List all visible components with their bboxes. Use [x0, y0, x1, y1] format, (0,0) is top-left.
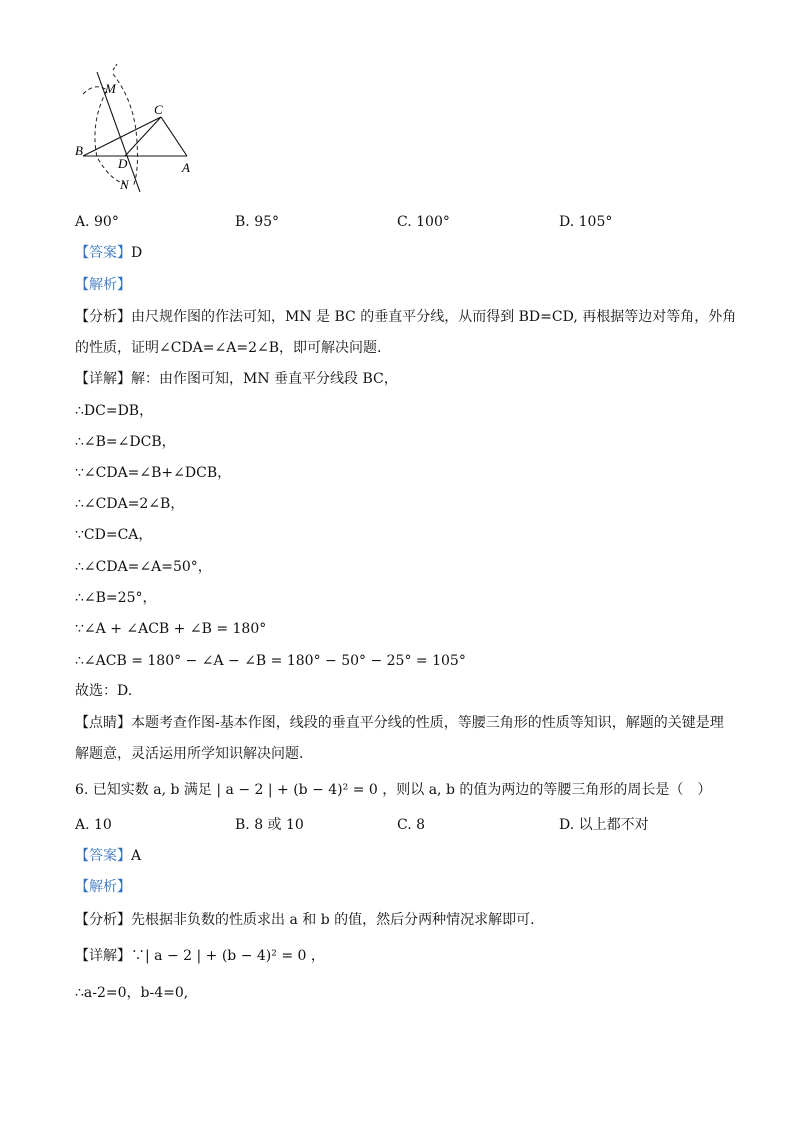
option-letter: D. [559, 817, 575, 833]
q6-option-b [235, 815, 304, 835]
q5-answer [75, 243, 734, 263]
option-letter: C. [397, 214, 412, 230]
option-value: 8 [416, 817, 426, 833]
dianjing-text: 本题考查作图-基本作图，线段的垂直平分线的性质，等腰三角形的性质等知识，解题的关键是理 [131, 715, 724, 731]
option-value: 10 [94, 817, 112, 833]
answer-value: A [131, 848, 142, 864]
side-bc [83, 117, 161, 156]
q5-dianjing-line1 [75, 713, 734, 733]
xiangjie-tag: 【详解】 [75, 948, 131, 964]
q5-step-1: ∴DC=DB， [75, 403, 154, 419]
option-letter: B. [235, 214, 250, 230]
dianjing-tag: 【点睛】 [75, 715, 131, 731]
xiangjie-tag: 【详解】 [75, 371, 131, 387]
q6-option-a [75, 815, 112, 835]
fenxi-tag: 【分析】 [75, 309, 131, 325]
label-m: M [105, 81, 116, 96]
q5-step-6: ∴∠CDA=∠A=50°， [75, 559, 212, 575]
option-value: 95° [254, 214, 280, 230]
q6-fenxi [75, 910, 734, 930]
q6-option-d [559, 815, 649, 835]
fenxi-tag: 【分析】 [75, 912, 131, 928]
label-a: A [182, 160, 190, 175]
xiangjie-text: 解：由作图可知，MN 垂直平分线段 BC， [131, 371, 398, 387]
option-letter: A. [75, 214, 90, 230]
option-letter: D. [559, 214, 575, 230]
segment-cd [125, 117, 161, 156]
option-letter: B. [235, 817, 250, 833]
label-c: C [154, 102, 163, 117]
q5-fenxi-line1 [75, 307, 737, 327]
option-value: 90° [94, 214, 119, 230]
q5-step-9: ∴∠ACB = 180° − ∠A − ∠B = 180° − 50° − 25° = 105° [75, 653, 466, 669]
answer-value: D [131, 245, 143, 261]
q5-step-10: 故选：D. [75, 683, 133, 699]
fenxi-text: 由尺规作图的作法可知，MN 是 BC 的垂直平分线，从而得到 BD=CD, 再根据等边对等角，外角 [131, 309, 737, 325]
q5-xiangjie [75, 369, 734, 389]
q5-step-5: ∵CD=CA， [75, 527, 153, 543]
q5-option-d [559, 212, 612, 232]
label-d: D [118, 156, 128, 171]
q5-option-a [75, 212, 119, 232]
option-letter: A. [75, 817, 90, 833]
q6-answer [75, 846, 734, 866]
q5-step-7: ∴∠B=25°， [75, 590, 157, 606]
option-value: 以上都不对 [578, 817, 649, 833]
option-letter: C. [397, 817, 412, 833]
option-value: 8 或 10 [254, 817, 304, 833]
q5-step-4: ∴∠CDA=2∠B， [75, 496, 185, 512]
fenxi-text: 先根据非负数的性质求出 a 和 b 的值，然后分两种情况求解即可. [131, 912, 535, 928]
label-n: N [120, 177, 129, 192]
q5-option-c [397, 212, 450, 232]
q6-xiangjie [75, 946, 734, 966]
side-ca [161, 117, 187, 156]
answer-tag: 【答案】 [75, 848, 131, 864]
line-mn-ext [113, 64, 117, 70]
q5-option-b [235, 212, 279, 232]
label-b: B [75, 143, 83, 158]
answer-tag: 【答案】 [75, 245, 131, 261]
q5-fenxi-line2: 的性质，证明∠CDA=∠A=2∠B，即可解决问题. [75, 340, 382, 356]
q6-question: 6. 已知实数 a, b 满足 | a − 2 | + (b − 4)² = 0 ，则以 a, b 的值为两边的等腰三角形的周长是（ ） [75, 782, 712, 798]
line-mn [97, 72, 140, 192]
xiangjie-text: ∵| a − 2 | + (b − 4)² = 0 ， [131, 948, 325, 964]
q6-step-1: ∴a-2=0，b-4=0, [75, 985, 189, 1001]
q5-analysis-tag: 【解析】 [75, 277, 131, 293]
q6-analysis-tag: 【解析】 [75, 879, 131, 895]
q5-dianjing-line2: 解题意，灵活运用所学知识解决问题. [75, 746, 304, 762]
option-value: 100° [416, 214, 450, 230]
geometry-figure [75, 62, 205, 197]
q6-option-c [397, 815, 425, 835]
q5-step-3: ∵∠CDA=∠B+∠DCB， [75, 465, 232, 481]
q5-step-8: ∵∠A + ∠ACB + ∠B = 180° [75, 621, 267, 637]
option-value: 105° [578, 214, 613, 230]
q5-step-2: ∴∠B=∠DCB， [75, 434, 176, 450]
